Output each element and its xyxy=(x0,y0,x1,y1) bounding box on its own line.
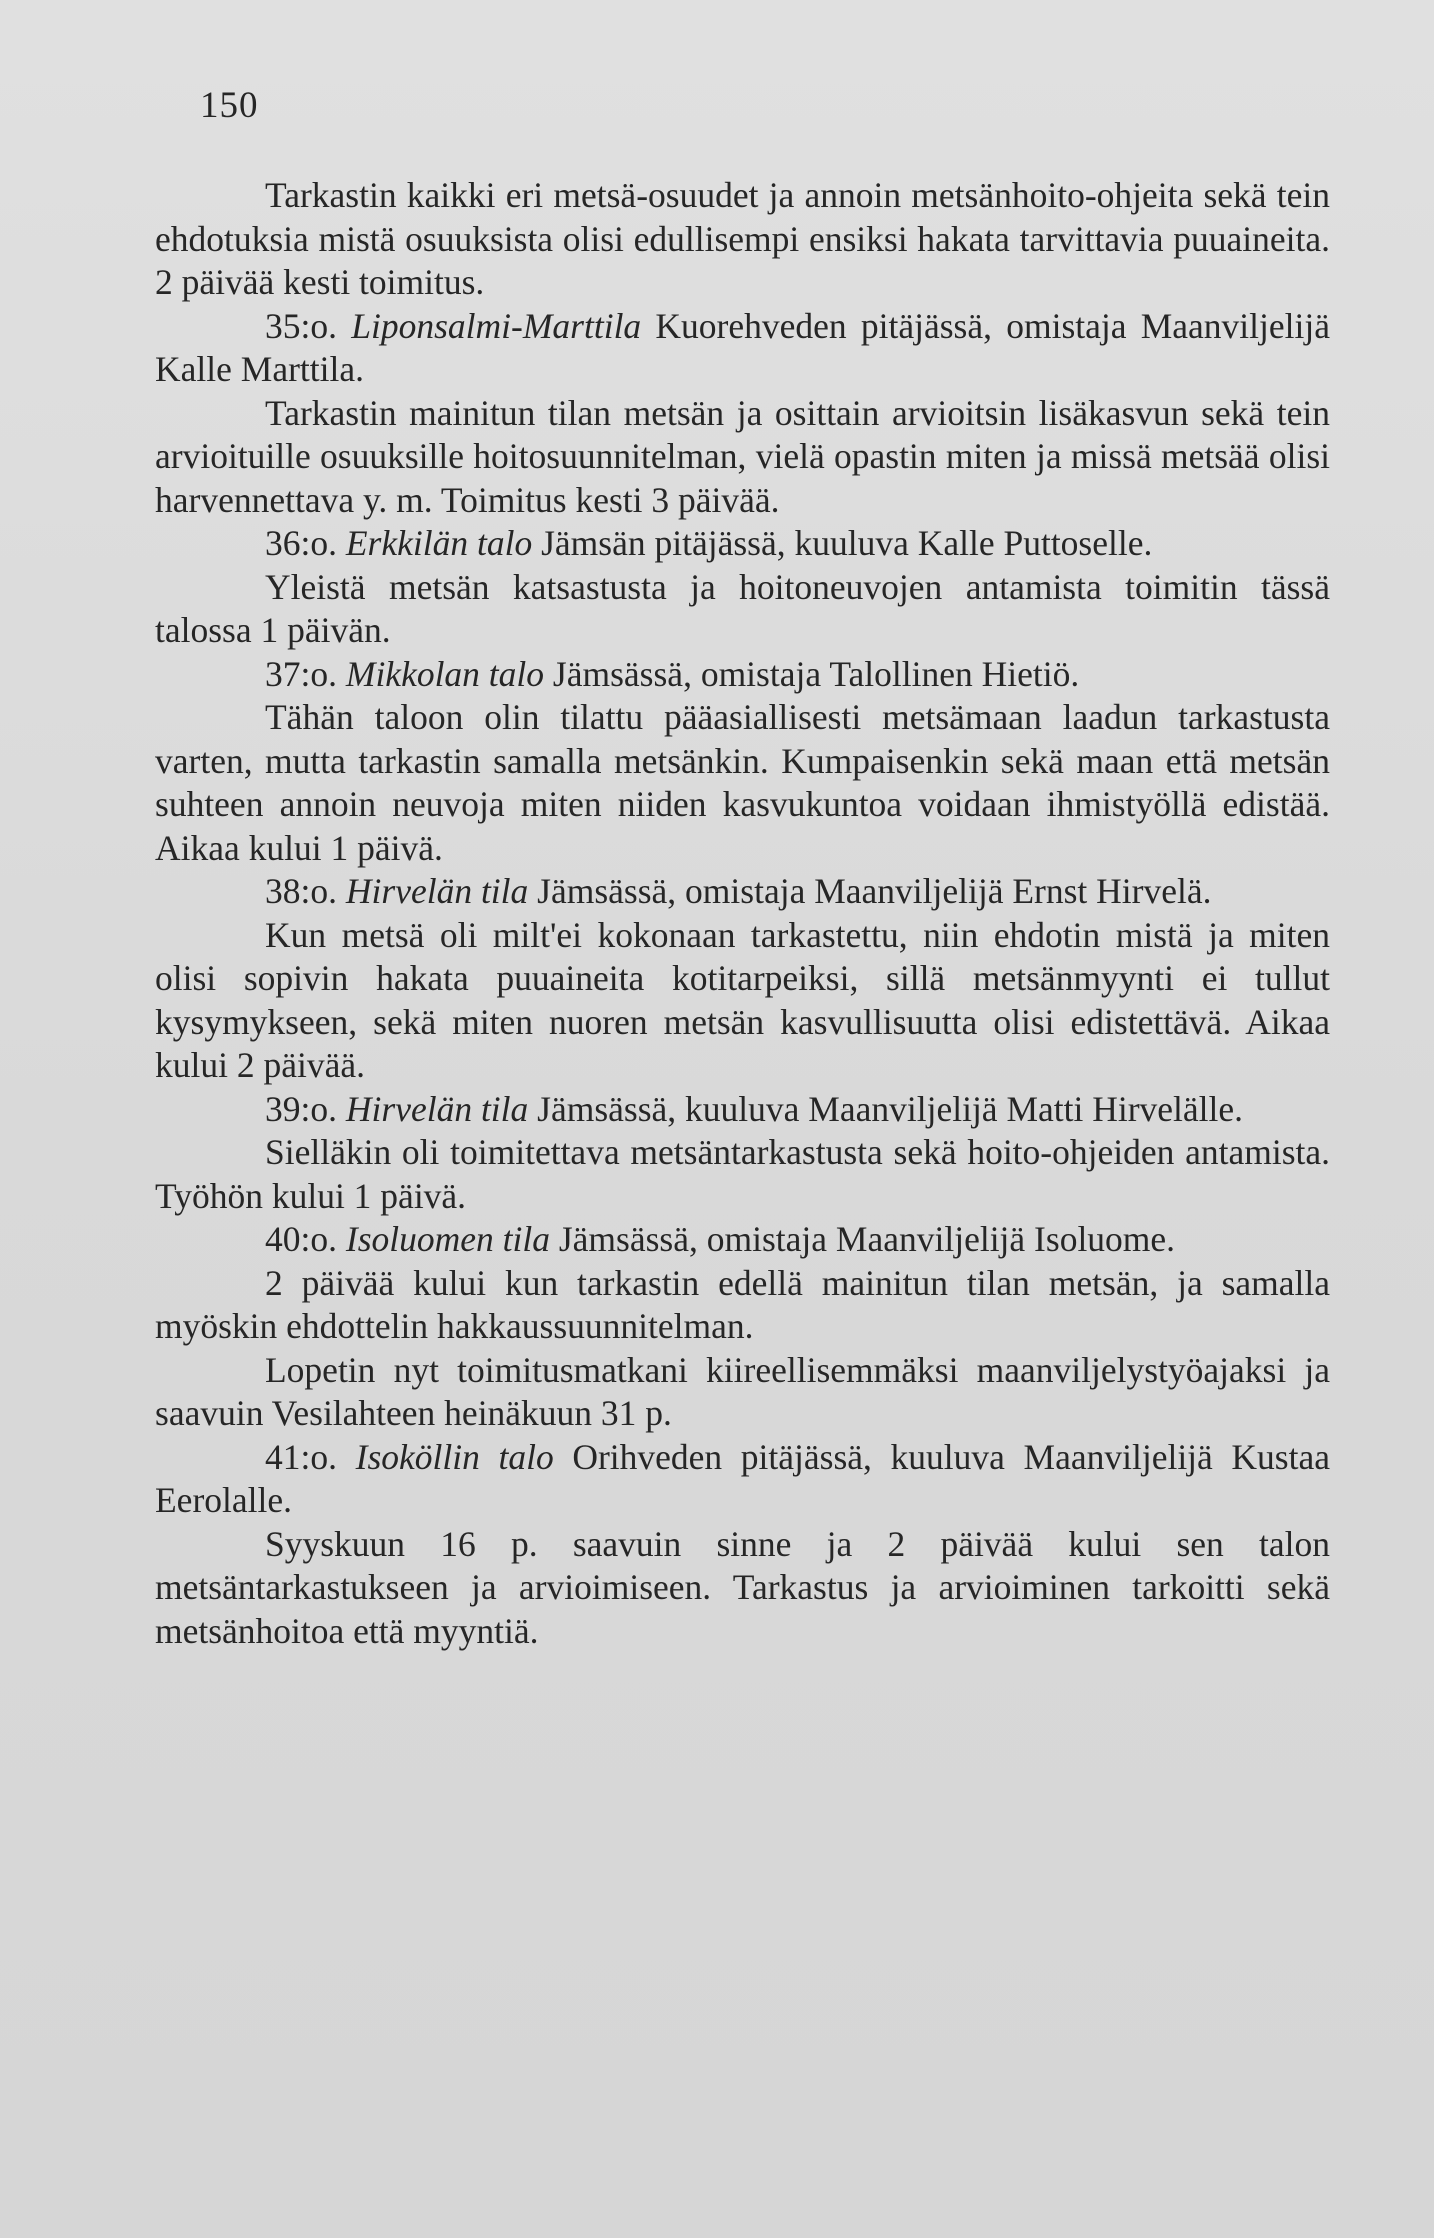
estate-name: Isoköllin talo xyxy=(355,1436,554,1477)
entry-details: Jämsän pitäjässä, kuuluva Kalle Puttoselle. xyxy=(541,523,1153,563)
paragraph: Tarkastin kaikki eri metsä-osuudet ja annoin metsänhoito-ohjeita sekä tein ehdotuksia mistä osuuksista olisi edullisempi ensiksi hakata tarvittavia puuaineita. 2 päivää kesti toimitus. xyxy=(155,175,1330,302)
entry-heading xyxy=(155,653,1330,697)
entry-number: 35:o. xyxy=(265,305,337,346)
entry-details: Kuorehveden pitäjässä, omistaja Maanviljelijä Kalle Marttila. xyxy=(155,305,1330,389)
estate-name: Erkkilän talo xyxy=(345,523,533,563)
entry-number: 37:o. xyxy=(265,653,337,694)
entry-details: Jämsässä, omistaja Maanviljelijä Isoluome. xyxy=(558,1219,1176,1259)
entry-details: Jämsässä, kuuluva Maanviljelijä Matti Hirvelälle. xyxy=(537,1088,1244,1129)
body-text xyxy=(155,174,1330,1653)
paragraph: Lopetin nyt toimitusmatkani kiireellisemmäksi maanviljelystyöajaksi ja saavuin Vesilahteen heinäkuun 31 p. xyxy=(155,1349,1330,1433)
entry-heading xyxy=(155,870,1330,914)
entry-details: Orihveden pitäjässä, kuuluva Maanviljelijä Kustaa Eerolalle. xyxy=(155,1436,1331,1520)
entry-number: 39:o. xyxy=(265,1088,337,1129)
entry-number: 36:o. xyxy=(265,523,337,563)
estate-name: Hirvelän tila xyxy=(345,1088,529,1129)
page-number: 150 xyxy=(200,85,259,126)
entry-number: 41:o. xyxy=(265,1436,337,1477)
paragraph: 2 päivää kului kun tarkastin edellä mainitun tilan metsän, ja samalla myöskin ehdottelin hakkaussuunnitelman. xyxy=(155,1262,1330,1346)
entry-heading xyxy=(155,522,1330,566)
paragraph: Tähän taloon olin tilattu pääasiallisesti metsämaan laadun tarkastusta varten, mutta tarkastin samalla metsänkin. Kumpaisenkin sekä maan että metsän suhteen annoin neuvoja miten niiden kasvukuntoa voidaan ihmistyöllä edistää. Aikaa kului 1 päivä. xyxy=(155,697,1330,868)
paragraph: Syyskuun 16 p. saavuin sinne ja 2 päivää kului sen talon metsäntarkastukseen ja arvioimiseen. Tarkastus ja arvioiminen tarkoitti sekä metsänhoitoa että myyntiä. xyxy=(155,1523,1330,1651)
entry-details: Jämsässä, omistaja Talollinen Hietiö. xyxy=(552,653,1080,694)
paragraph: Sielläkin oli toimitettava metsäntarkastusta sekä hoito-ohjeiden antamista. Työhön kului 1 päivä. xyxy=(155,1132,1330,1216)
entry-number: 40:o. xyxy=(265,1219,337,1259)
estate-name: Hirvelän tila xyxy=(345,871,529,911)
estate-name: Liponsalmi-Marttila xyxy=(351,305,642,346)
estate-name: Mikkolan talo xyxy=(345,653,545,694)
entry-details: Jämsässä, omistaja Maanviljelijä Ernst Hirvelä. xyxy=(537,871,1212,911)
entry-heading xyxy=(155,1088,1330,1132)
entry-heading xyxy=(155,1218,1330,1262)
entry-number: 38:o. xyxy=(265,871,337,911)
paragraph: Yleistä metsän katsastusta ja hoitoneuvojen antamista toimitin tässä talossa 1 päivän. xyxy=(155,566,1330,650)
entry-heading xyxy=(155,305,1330,392)
paragraph: Tarkastin mainitun tilan metsän ja osittain arvioitsin lisäkasvun sekä tein arvioituille osuuksille hoitosuunnitelman, vielä opastin miten ja missä metsää olisi harvennettava y. m. Toimitus kesti 3 päivää. xyxy=(155,392,1330,520)
paragraph: Kun metsä oli milt'ei kokonaan tarkastettu, niin ehdotin mistä ja miten olisi sopivin hakata puuaineita kotitarpeiksi, sillä metsänmyynti ei tullut kysymykseen, sekä miten nuoren metsän kasvullisuutta olisi edistettävä. Aikaa kului 2 päivää. xyxy=(155,914,1330,1085)
entry-heading xyxy=(155,1436,1330,1523)
estate-name: Isoluomen tila xyxy=(345,1219,550,1259)
